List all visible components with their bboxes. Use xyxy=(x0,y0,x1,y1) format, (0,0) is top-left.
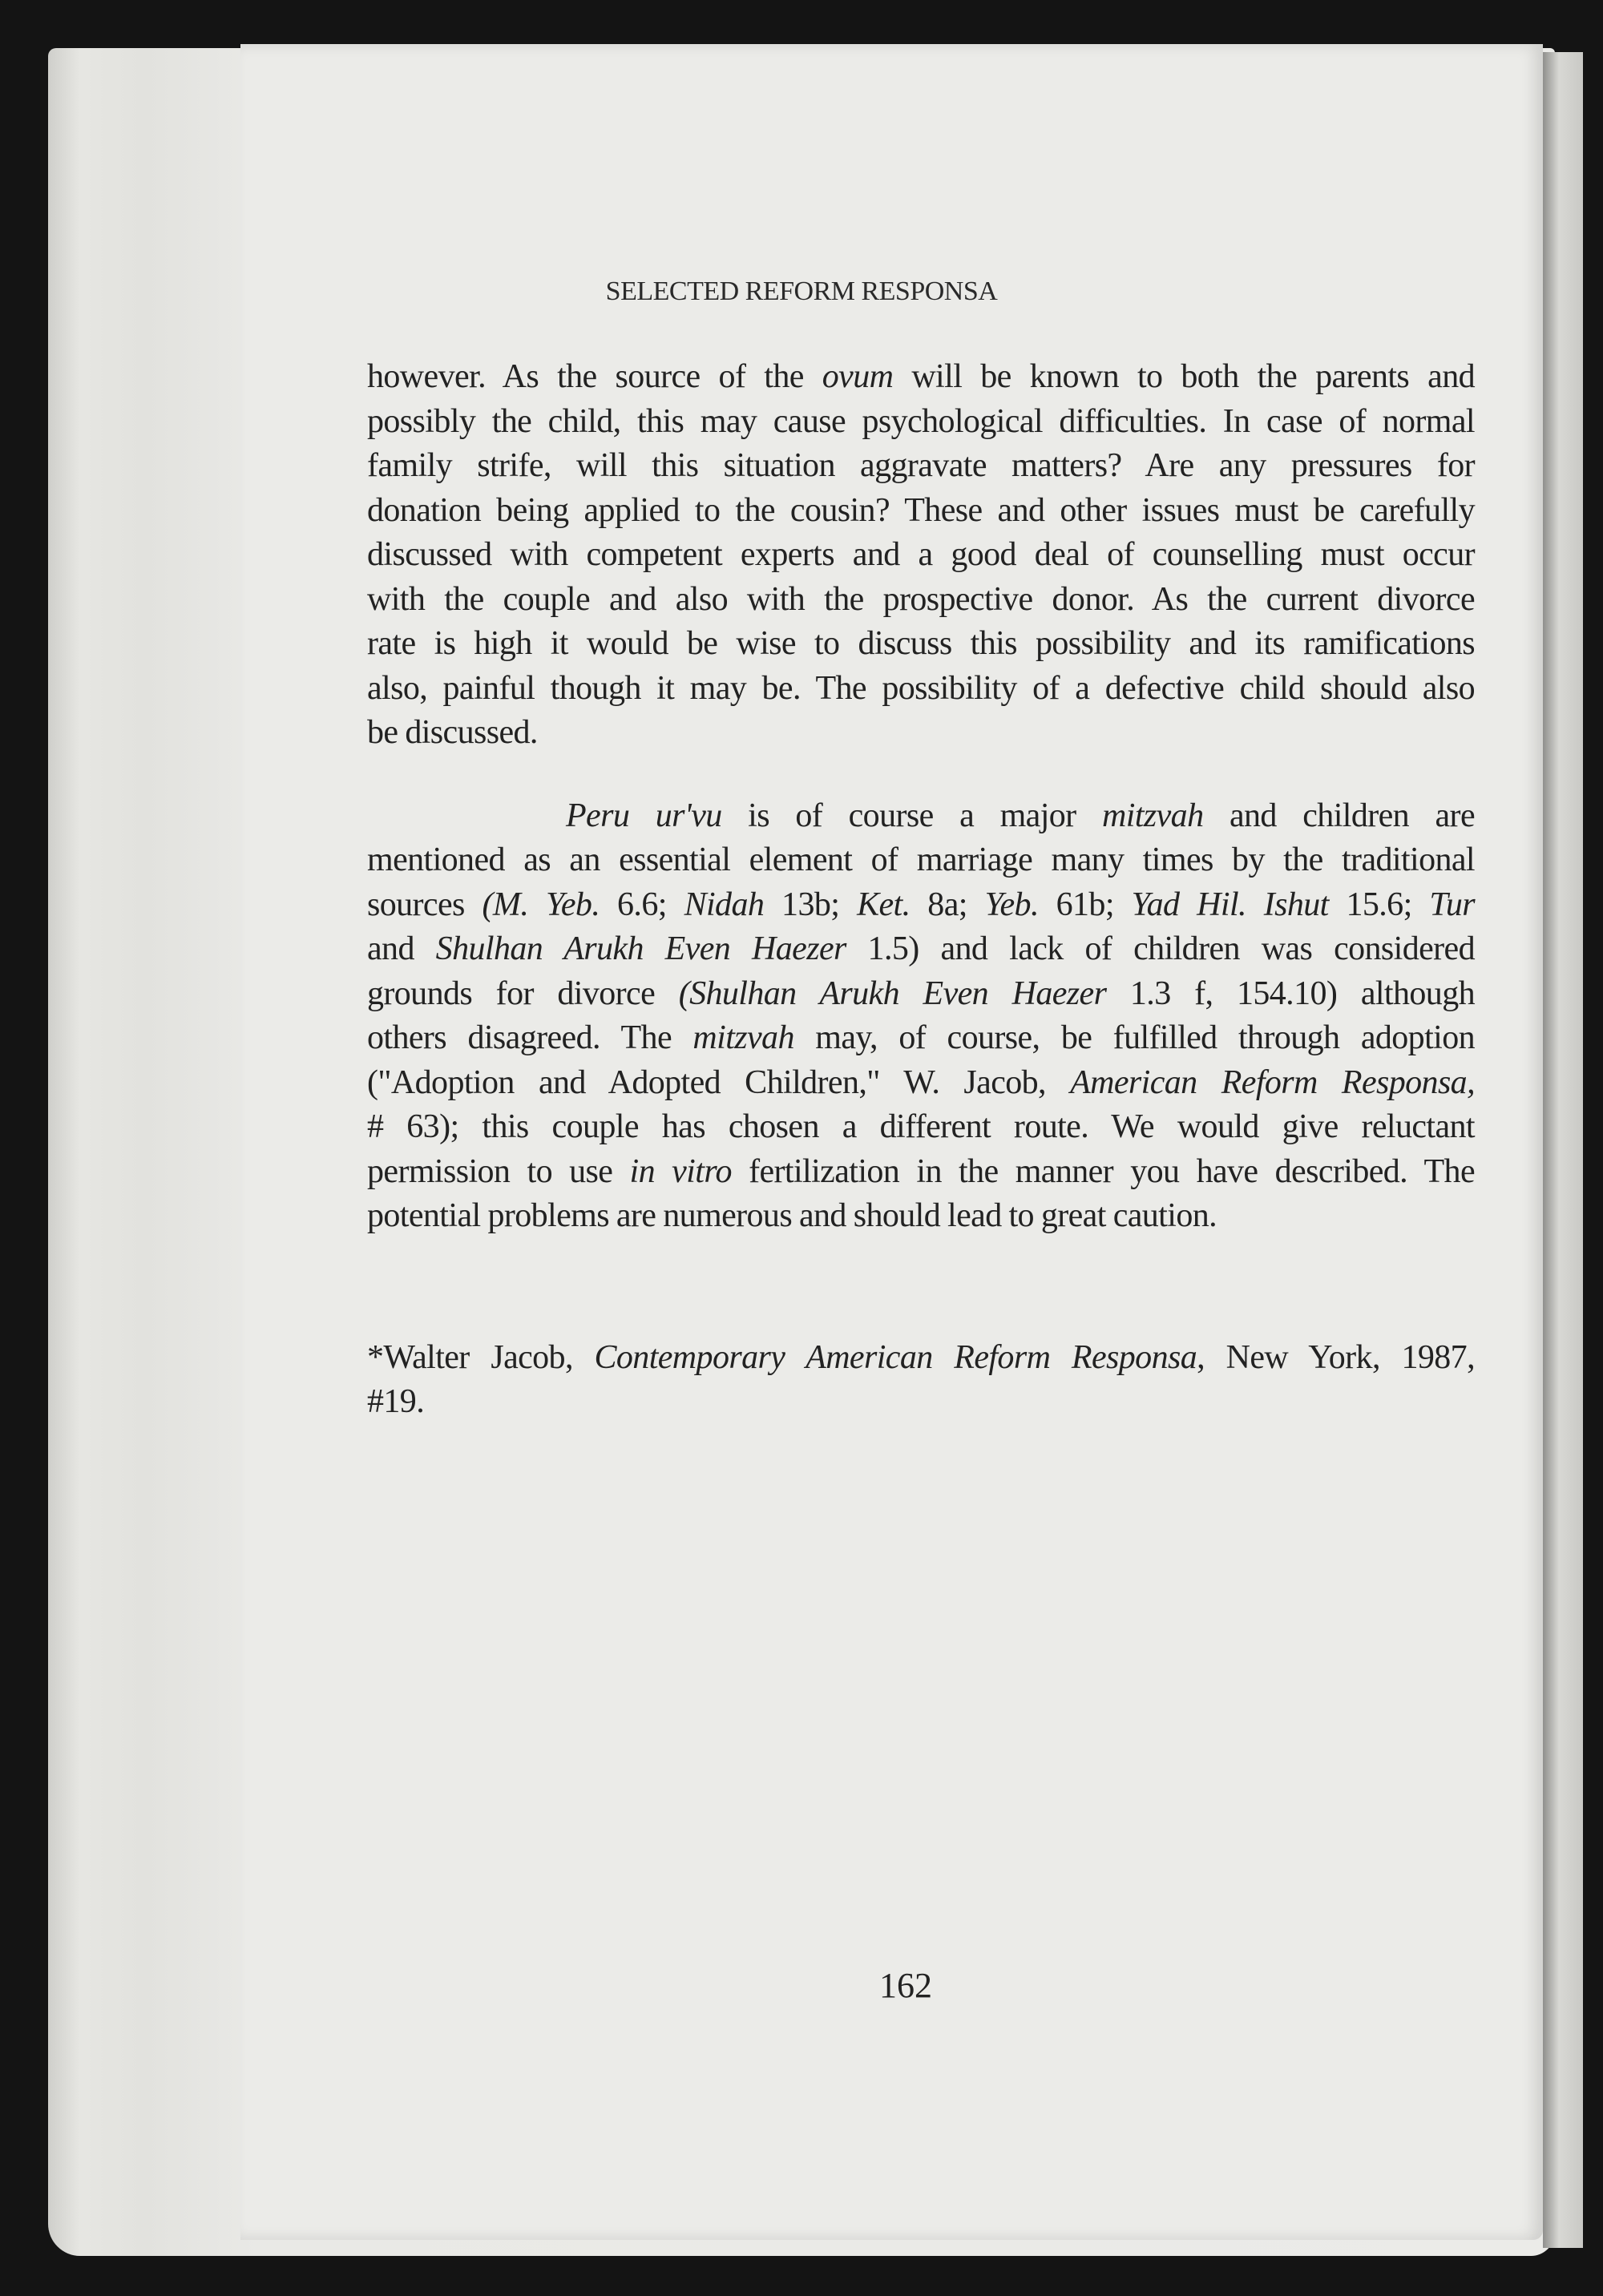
paragraph-line xyxy=(367,711,1475,755)
paragraph-line xyxy=(367,883,1475,927)
italic-text: (Shulhan Arukh Even Haezer xyxy=(678,974,1107,1012)
text-run: 13b; xyxy=(764,886,858,923)
italic-text: Shulhan Arukh Even Haezer xyxy=(435,930,846,967)
italic-text: Contemporary American Reform Responsa xyxy=(594,1339,1197,1376)
italic-text: Yad Hil. Ishut xyxy=(1131,886,1329,923)
text-run: permission to use xyxy=(367,1152,630,1190)
text-run: 61b; xyxy=(1038,886,1132,923)
paragraph-line xyxy=(367,400,1475,444)
text-run: may, of course, be fulfilled through adoption xyxy=(793,1019,1476,1056)
text-run: donation being applied to the cousin? These and other issues must be carefully xyxy=(367,491,1475,529)
text-run: grounds for divorce xyxy=(367,974,679,1012)
italic-text: Tur xyxy=(1429,886,1476,923)
italic-text: ovum xyxy=(822,358,894,395)
text-run: , New York, 1987, xyxy=(1197,1339,1475,1376)
text-run: 8a; xyxy=(910,886,985,923)
paragraph-line xyxy=(367,972,1475,1016)
text-run: however. As the source of the xyxy=(367,358,822,395)
text-run: discussed with competent experts and a good deal of counselling must occur xyxy=(367,536,1475,573)
text-run: with the couple and also with the prospective donor. As the current divorce xyxy=(367,580,1475,618)
paragraph-line xyxy=(367,1061,1475,1105)
paragraph-line xyxy=(367,838,1475,882)
paragraph-line xyxy=(367,533,1475,577)
text-run: also, painful though it may be. The possibility of a defective child should also xyxy=(367,669,1475,707)
paragraph-line xyxy=(566,794,1475,838)
footnote-line xyxy=(367,1380,1475,1424)
text-run: mentioned as an essential element of marriage many times by the traditional xyxy=(367,841,1475,878)
text-run: is of course a major xyxy=(721,797,1103,834)
paragraph-line xyxy=(367,1194,1475,1238)
text-run: ("Adoption and Adopted Children," W. Jacob, xyxy=(367,1063,1071,1101)
paragraph-line xyxy=(367,355,1475,399)
text-run: # 63); this couple has chosen a different route. We would give reluctant xyxy=(367,1108,1475,1145)
paragraph-line xyxy=(367,578,1475,622)
paragraph-line xyxy=(367,927,1475,971)
text-run: 6.6; xyxy=(600,886,684,923)
paragraph-line xyxy=(367,1016,1475,1060)
italic-text: Nidah xyxy=(684,886,765,923)
paragraph-line xyxy=(367,1150,1475,1194)
italic-text: mitzvah xyxy=(1102,797,1204,834)
text-run: *Walter Jacob, xyxy=(367,1339,595,1376)
paragraph-line xyxy=(367,667,1475,711)
italic-text: (M. Yeb. xyxy=(482,886,600,923)
paragraph-line xyxy=(367,444,1475,488)
italic-text: in vitro xyxy=(629,1152,732,1190)
text-run: possibly the child, this may cause psychological difficulties. In case of normal xyxy=(367,402,1475,440)
text-run: potential problems are numerous and should lead to great caution. xyxy=(367,1197,1217,1234)
italic-text: Yeb. xyxy=(984,886,1039,923)
italic-text: Peru ur'vu xyxy=(566,797,722,834)
text-run: fertilization in the manner you have described. The xyxy=(731,1152,1475,1190)
paragraph-line xyxy=(367,622,1475,666)
text-run: others disagreed. The xyxy=(367,1019,693,1056)
text-run: sources xyxy=(367,886,483,923)
text-run: will be known to both the parents and xyxy=(893,358,1475,395)
text-run: and xyxy=(367,930,436,967)
text-run: rate is high it would be wise to discuss this possibility and its ramifications xyxy=(367,625,1475,662)
paragraph-line xyxy=(367,1105,1475,1149)
footnote-line xyxy=(367,1336,1475,1380)
text-run: #19. xyxy=(367,1383,425,1420)
italic-text: American Reform Responsa, xyxy=(1070,1063,1475,1101)
text-run: 15.6; xyxy=(1328,886,1430,923)
text-run: be discussed. xyxy=(367,714,538,751)
running-header: SELECTED REFORM RESPONSA xyxy=(605,276,998,306)
text-run: and children are xyxy=(1203,797,1475,834)
facing-page-edge xyxy=(1543,52,1583,2248)
text-run: 1.5) and lack of children was considered xyxy=(846,930,1475,967)
italic-text: Ket. xyxy=(857,886,911,923)
page-number: 162 xyxy=(879,1966,932,2005)
paragraph-line xyxy=(367,489,1475,533)
text-run: family strife, will this situation aggravate matters? Are any pressures for xyxy=(367,447,1475,484)
text-run: 1.3 f, 154.10) although xyxy=(1106,974,1475,1012)
italic-text: mitzvah xyxy=(692,1019,794,1056)
